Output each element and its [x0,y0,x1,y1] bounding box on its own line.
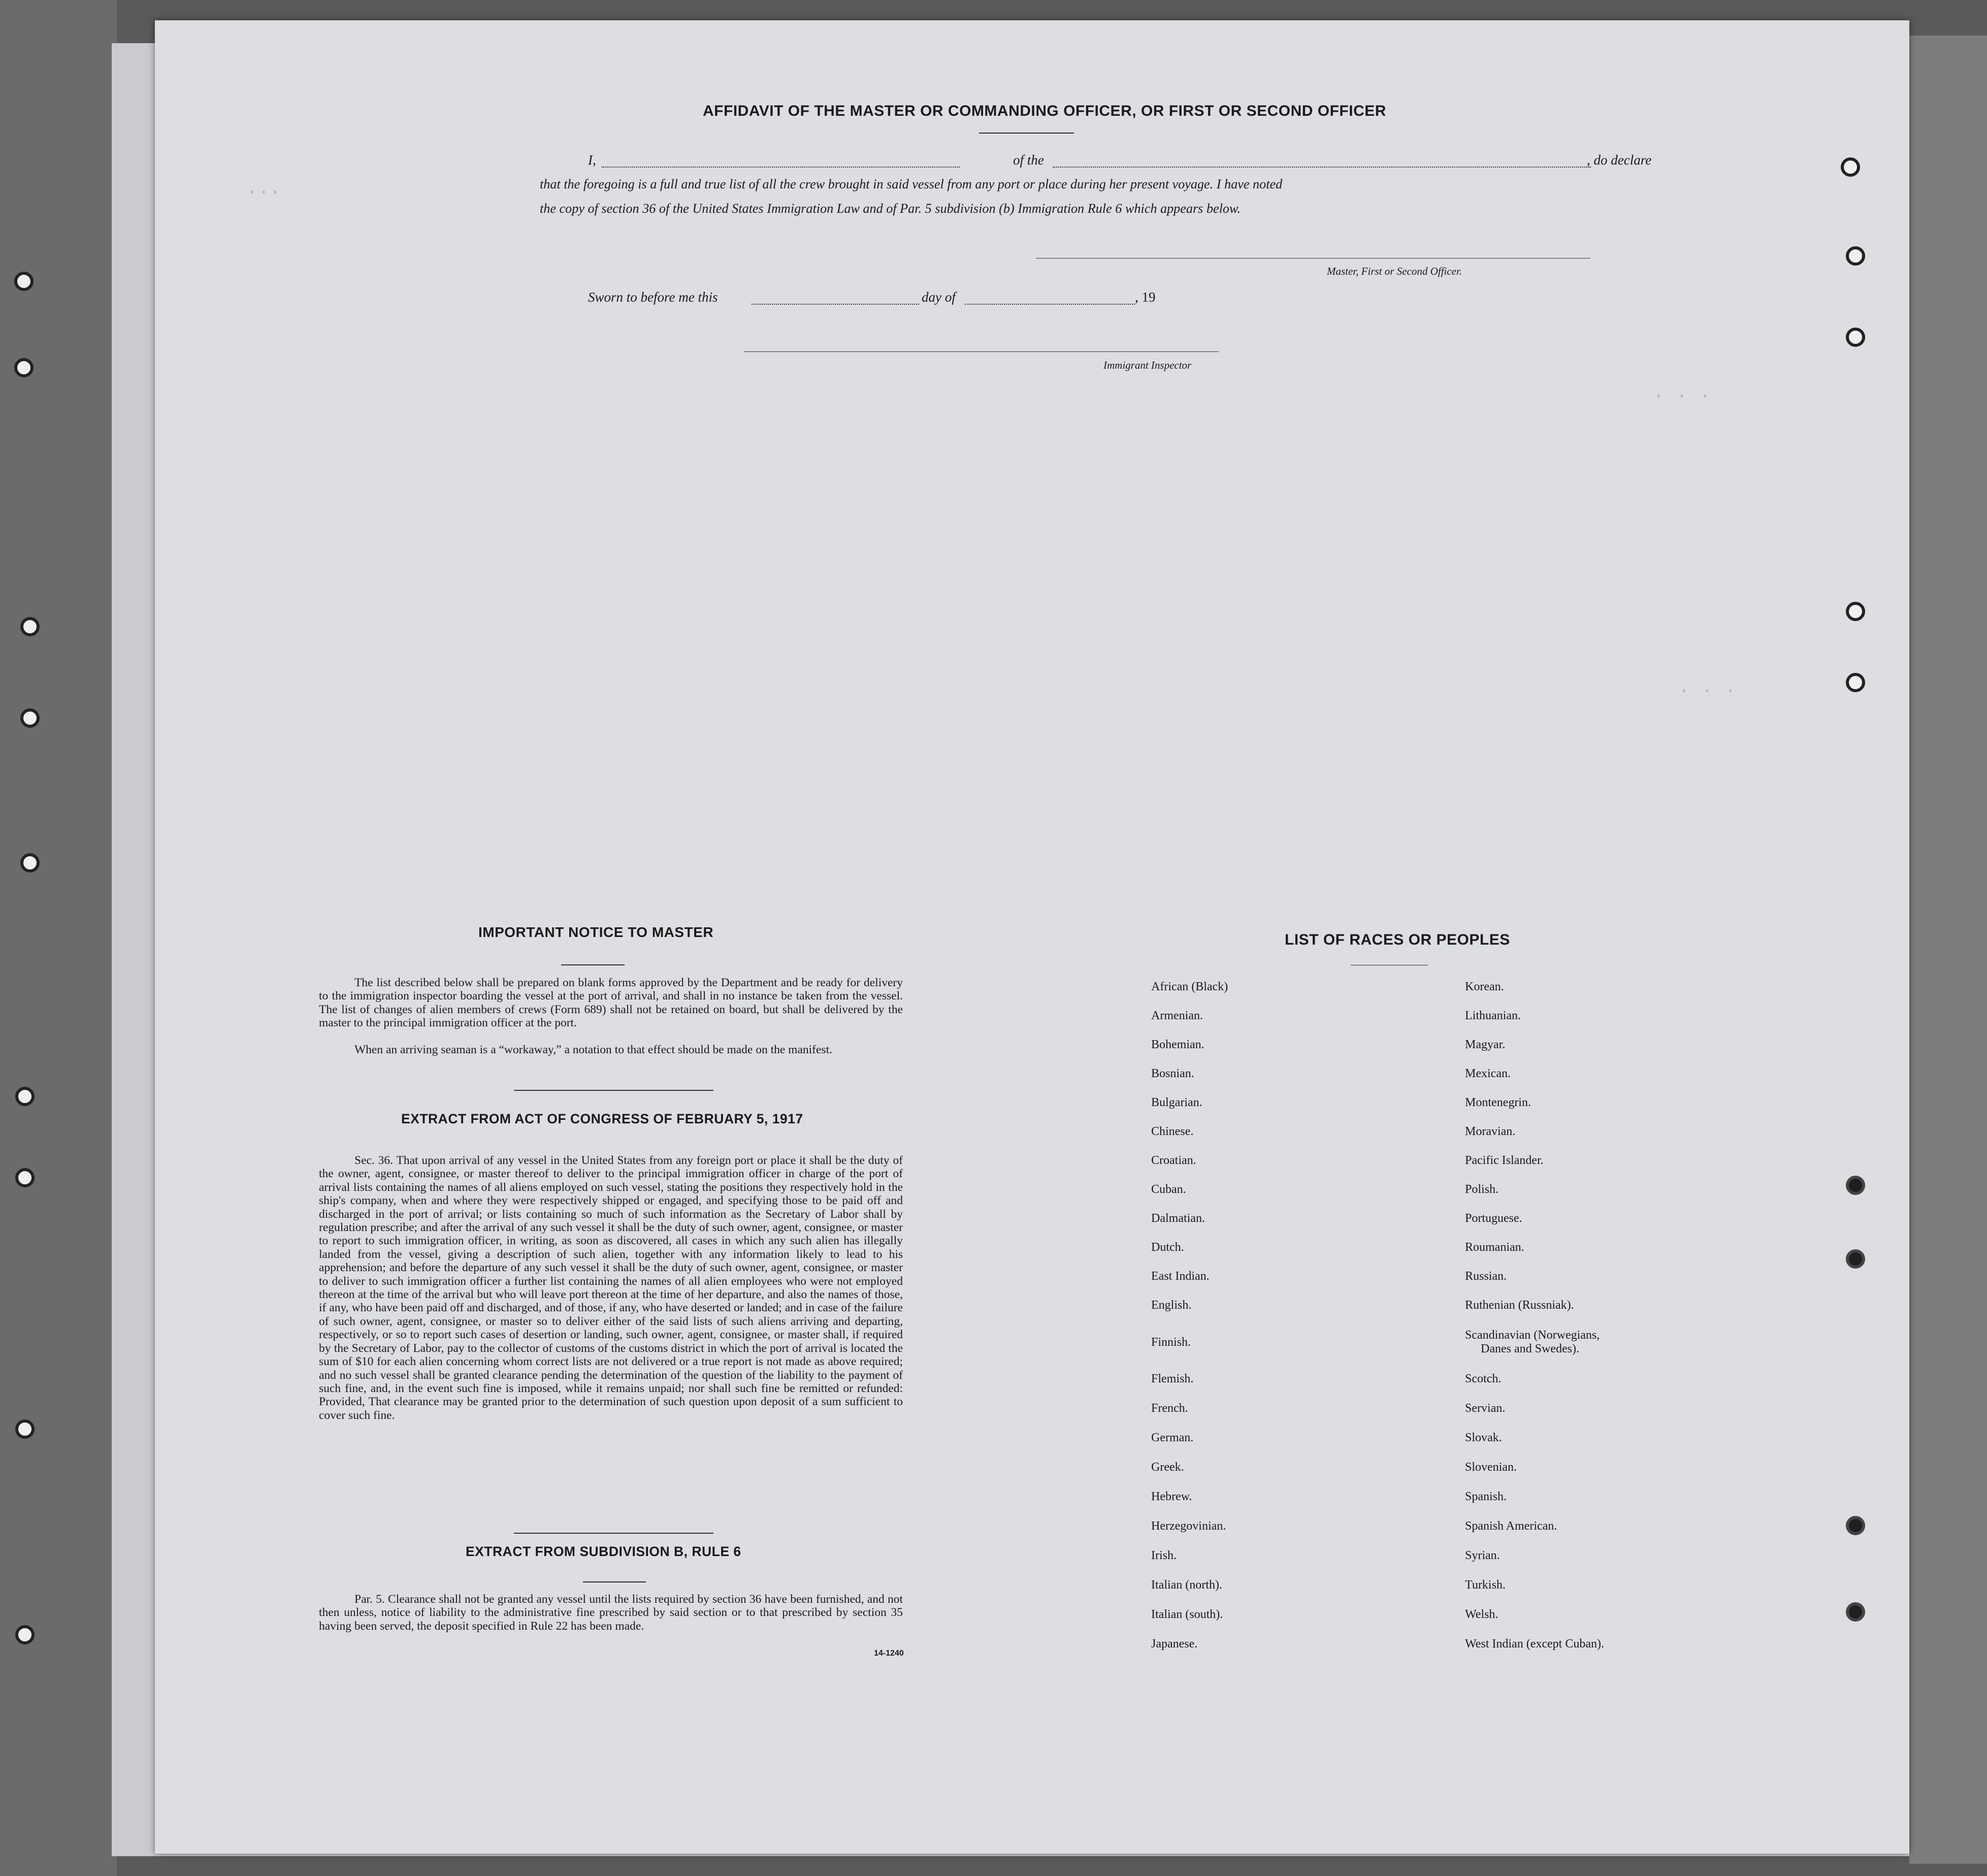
sworn-suffix: , 19 [1135,289,1156,305]
race-item: German. [1151,1431,1194,1444]
race-item: Croatian. [1151,1154,1196,1167]
bleed-through-text: · · · [1678,681,1737,702]
race-item: Irish. [1151,1549,1177,1562]
race-item: Polish. [1465,1183,1499,1196]
binder-hole-icon [20,617,40,636]
document-sheet [155,20,1909,1854]
race-item: Welsh. [1465,1608,1499,1621]
right-page-edges [1909,36,1987,1864]
race-item: Japanese. [1151,1637,1198,1651]
race-item: Dutch. [1151,1241,1184,1254]
race-item: Russian. [1465,1270,1507,1283]
race-item: Roumanian. [1465,1241,1524,1254]
race-item: Syrian. [1465,1549,1500,1562]
sworn-prefix: Sworn to before me this [588,289,718,305]
race-item: Hebrew. [1151,1490,1192,1503]
race-item: Armenian. [1151,1009,1203,1022]
affidavit-line1-mid: of the [1013,152,1044,168]
race-item: Italian (north). [1151,1578,1222,1592]
title-underline [979,133,1074,134]
binder-hole-icon [14,358,34,377]
affidavit-line2: that the foregoing is a full and true list of all the crew brought in said vessel from any port or place during her present voyage. I have noted [540,177,1283,191]
affidavit-line3: the copy of section 36 of the United States Immigration Law and of Par. 5 subdivision (b) Immigration Rule 6 which appears below. [540,201,1241,216]
race-item: Chinese. [1151,1125,1194,1138]
race-item: Bulgarian. [1151,1096,1202,1109]
binder-hole-icon [1846,602,1865,621]
binder-hole-icon [15,1419,35,1439]
notice-paragraph-2: When an arriving seaman is a “workaway,” a notation to that effect should be made on the manifest. [354,1043,832,1056]
race-item: Montenegrin. [1465,1096,1531,1109]
signature-label: Master, First or Second Officer. [1327,265,1462,277]
vessel-blank [1053,167,1591,168]
race-item: Flemish. [1151,1372,1194,1385]
race-item: Pacific Islander. [1465,1154,1544,1167]
race-item: Mexican. [1465,1067,1511,1080]
binder-hole-icon [14,272,34,291]
race-item: Greek. [1151,1461,1184,1474]
race-item: Italian (south). [1151,1608,1223,1621]
race-item: Danes and Swedes). [1481,1342,1579,1355]
affidavit-line1-prefix: I, [588,152,596,168]
inspector-signature-line [744,351,1219,352]
race-item: Ruthenian (Russniak). [1465,1299,1574,1312]
binder-hole-icon [1846,1249,1865,1269]
rule-text: Par. 5. Clearance shall not be granted any vessel until the lists required by section 36 have been furnished, and not then unless, notice of liability to the administrative fine prescribed by said section or to that prescribed by section 35 having been served, the deposit specified in Rule 22 has been made. [319,1593,903,1633]
notice-paragraph-1: The list described below shall be prepared on blank forms approved by the Department and be ready for delivery to the immigration inspector boarding the vessel at the port of arrival, and shall in no instance be taken from the vessel. The list of changes of alien members of crews (Form 689) shall not be retained on board, but shall be delivered by the master to the principal immigration officer at the port. [319,976,903,1030]
race-item: Cuban. [1151,1183,1186,1196]
notice-underline [561,964,625,965]
notice-title: IMPORTANT NOTICE TO MASTER [478,924,714,940]
binder-hole-icon [1846,328,1865,347]
race-item: Slovenian. [1465,1461,1517,1474]
sworn-mid: day of [922,289,956,305]
binder-hole-icon [15,1087,35,1106]
sworn-day-blank [752,304,919,305]
race-item: Scandinavian (Norwegians, [1465,1329,1600,1342]
binder-hole-icon [1846,1516,1865,1535]
race-item: Servian. [1465,1402,1506,1415]
bleed-through-text: · · · [1653,386,1711,408]
race-item: Dalmatian. [1151,1212,1205,1225]
sworn-month-blank [965,304,1135,305]
races-title: LIST OF RACES OR PEOPLES [1285,931,1510,948]
race-item: African (Black) [1151,980,1228,993]
race-item: Herzegovinian. [1151,1519,1226,1533]
affidavit-title: AFFIDAVIT OF THE MASTER OR COMMANDING OFFICER, OR FIRST OR SECOND OFFICER [703,103,1386,119]
rule-title: EXTRACT FROM SUBDIVISION B, RULE 6 [466,1544,741,1559]
race-item: Bosnian. [1151,1067,1194,1080]
form-number: 14-1240 [874,1649,904,1658]
race-item: Korean. [1465,980,1504,993]
bleed-through-text: ... [246,178,281,200]
binder-hole-icon [15,1625,35,1644]
binder-hole-icon [1841,157,1860,177]
race-item: East Indian. [1151,1270,1210,1283]
race-item: Turkish. [1465,1578,1506,1592]
rule-underline [583,1581,646,1582]
race-item: West Indian (except Cuban). [1465,1637,1604,1651]
race-item: Portuguese. [1465,1212,1522,1225]
notice-divider [514,1090,713,1091]
race-item: Scotch. [1465,1372,1502,1385]
race-item: Lithuanian. [1465,1009,1521,1022]
binder-hole-icon [1846,246,1865,266]
binder-hole-icon [20,853,40,872]
race-item: Moravian. [1465,1125,1516,1138]
race-item: Bohemian. [1151,1038,1204,1051]
race-item: French. [1151,1402,1188,1415]
race-item: Finnish. [1151,1336,1191,1349]
act-divider [514,1533,713,1534]
race-item: Magyar. [1465,1038,1506,1051]
race-item: Spanish American. [1465,1519,1557,1533]
binder-hole-icon [1846,1602,1865,1622]
race-item: Slovak. [1465,1431,1502,1444]
race-item: English. [1151,1299,1192,1312]
affidavit-line1-suffix: , do declare [1587,152,1652,168]
binder-hole-icon [1846,673,1865,692]
act-title: EXTRACT FROM ACT OF CONGRESS OF FEBRUARY 5, 1917 [401,1111,803,1126]
binder-hole-icon [1846,1176,1865,1195]
binder-hole-icon [15,1168,35,1187]
name-blank [602,167,960,168]
act-text: Sec. 36. That upon arrival of any vessel in the United States from any foreign port or place it shall be the duty of the owner, agent, consignee, or master thereof to deliver to the principal immigration officer in charge of the port of arrival lists containing the names of all aliens employed on such vessel, stating the positions they respectively hold in the ship's company, when and where they were respectively shipped or engaged, and specifying those to be paid off and discharged in the port of arrival; or lists containing so much of such information as the Secretary of Labor shall by regulation prescribe; and after the arrival of any such vessel it shall be the duty of such owner, agent, consignee, or master to report to such immigration officer, in writing, as soon as discovered, all cases in which any such alien has illegally landed from the vessel, giving a description of such alien, together with any information likely to lead to his apprehension; and before the departure of any such vessel it shall be the duty of such owner, agent, consignee, or master to deliver to such immigration officer a further list containing the names of all alien employees who were not employed thereon at the time of the arrival but who will leave port thereon at the time of her departure, and also the names of those, if any, who have been paid off and discharged, and of those, if any, who have deserted or landed; and in case of the failure of such owner, agent, consignee, or master so to deliver either of the said lists of such aliens arriving and departing, respectively, or so to report such cases of desertion or landing, such owner, agent, consignee, or master shall, if required by the Secretary of Labor, pay to the collector of customs of the customs district in which the port of arrival is located the sum of $10 for each alien concerning whom correct lists are not delivered or a true report is not made as above required; and no such vessel shall be granted clearance pending the determination of the question of the liability to the payment of such fine, and, in the event such fine is imposed, while it remains unpaid; nor shall such fine be remitted or refunded: Provided, That clearance may be granted prior to the determination of such question upon deposit of a sum sufficient to cover such fine. [319,1154,903,1422]
race-item: Spanish. [1465,1490,1507,1503]
binder-hole-icon [20,708,40,728]
inspector-label: Immigrant Inspector [1103,359,1192,371]
